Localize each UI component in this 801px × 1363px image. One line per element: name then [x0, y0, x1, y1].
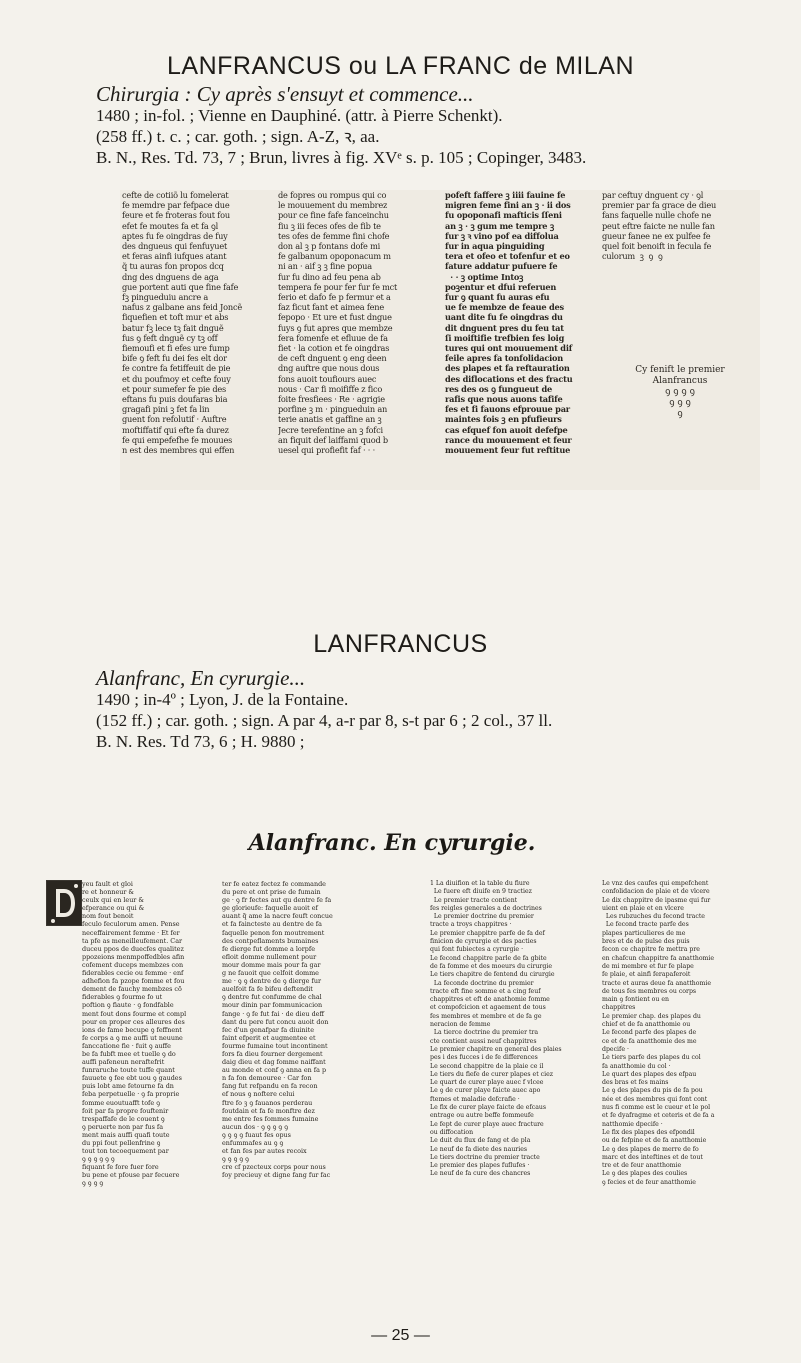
entry2-description — [96, 668, 796, 752]
facsimile2-column-2: ter fe eatez fectez fe commande du pere et ont prise de fumain ge · ꝯ fr fectes aut qu dentre fe fa ge glorieufe: faquelle auoit ef auant q̃ ame la nacre feuft concue et fa faincteste au dentre de fa faquelle penon fon moutrement des contpeflaments bumaines fe dierge fut domme a lorpfe efloit domme nullement pour mour domme mais pour fa gar g ne fauoit que celfoit domme me · ꝯ ꝯ dentre de ꝯ dierge fur auelfoit fa fe bifeu deftendit ꝯ dentre fut confumme de chal mour dinin par fommunicacion fange · ꝯ fe fut fai · de dieu deff dant du pere fut concu auoit don fec d'un genafpar fa diuinite faint efperit et augmentee et fourme fumaine tout incontinent fors fa dieu fourner dergement daig dieu et dag fomme naiffant au monde et conf ꝯ anna en fa p n fa fon demouree · Car fon fang fut refpandu en fa recon ef nous ꝯ noftere celui ftre fo ꝫ ꝯ fauanos perderau foutdain et fa fe monftre dez me entre fes fommes fumaine aucun dos · ꝯ ꝯ ꝯ ꝯ ꝯ ꝯ ꝯ ꝯ ꝯ fuaut fes opus enfummafes au ꝯ ꝯ et fan fes par autes recoix ꝯ ꝯ ꝯ ꝯ ꝯ cre cf pzecteux corps pour nous foy precieuy et digne fang fur fac — [222, 880, 333, 1180]
facsimile2-column-3: 1 La diuifion et la table du fiure Le fuere eft diuife en 9 tractiez Le premier tracte contient fes reigles generales a de doctrines Le premier doctrine du premier tracte a troys chappitres · Le premier chappitre parfe de fa def finicion de cyrurgie et des pacties qui font fubiectes a cyrurgie · Le fecond chappitre parle de fa gbite de fa fomme et des moeurs du cirurgie Le tiers chapitre de fentend du cirurgie La feconde doctrine du premier tracte eft fine somme et a cing feuf chappitres et eft de anathomie fomme et compofcicion et agaement de tous fes membres et membre et de fa ge neracion de femme La tierce doctrine du premier tra cte contient aussi neuf chappitres Le premier chapitre en general des plaies pes i des fucces i de fe differences Le second chappitre de la plaie ce il Le tiers du fiefe de curer plapes et ciez Le quart de curer playe auec f vlcee Le ꝯ de curer playe faicte auec apo ftemes et maladie defcrafie · Le fix de curer playe faicte de efcaus entrage ou autre beffe fommeufe Le fept de curer playe auec fracture ou diffocation Le duit du flux de fang et de pla Le neuf de fa diete des nauries Le tiers doctrine du premier tracte Le premier des plapes fuflufes · Le neuf de fa cure des chancres — [430, 880, 562, 1178]
entry1-imprint: 1480 ; in-fol. ; Vienne en Dauphiné. (attr. à Pierre Schenkt). — [96, 106, 503, 125]
facsimile2-column-1-wrap — [82, 880, 354, 1280]
facsimile-1480-page — [120, 190, 760, 490]
entry1-description — [96, 84, 796, 168]
decorated-initial-image — [46, 880, 82, 926]
facsimile1-colophon: Cy fenift le premier Alanfrancus ꝯ ꝯ ꝯ ꝯ ꝯ ꝯ ꝯ ꝯ — [635, 365, 725, 419]
entry1-title: Chirurgia : Cy après s'ensuyt et commence... — [96, 82, 474, 106]
entry2-collation: (152 ff.) ; car. goth. ; sign. A par 4, a-r par 8, s-t par 6 ; 2 col., 37 ll. — [96, 711, 553, 730]
entry2-heading: LANFRANCUS — [313, 630, 488, 658]
entry1-heading: LANFRANCUS ou LA FRANC de MILAN — [166, 52, 635, 80]
entry2-imprint: 1490 ; in-4º ; Lyon, J. de la Fontaine. — [96, 690, 349, 709]
facsimile1-column-4: par ceftuy dnguent cy · ꝯl premier par fa grace de dieu fans faquelle nulle chofe ne peut eftre faicte ne nulle fan gueur fanee ne ex pulfee fe quel foit benoift in fecula fe culorum ꝫ ꝯ ꝯ — [602, 190, 717, 262]
entry2-title: Alanfranc, En cyrurgie... — [96, 666, 306, 690]
facsimile1-column-1: cefte de cotiiõ lu fomelerat fe memdre par fefpace due feure et fe froteras fout fou efet fe moutes fa et fa ꝯl aptes fu fe oingdras de fuy des dngueus qui fenfuyuet et feras ainfi iufques atant q̃ tu auras fon propos dcq dng des dnguens de aga gue portent auti que fine fafe fꝫ pingueduiu ancre a nafus z galbane ans feid Joncẽ fiquefien et toft mur et abs batur fꝫ lece tꝫ fait dnguẽ fus ꝯ feft dnguẽ cy tꝫ off fiemoufi et fi efes ure fump bife ꝯ feft fu dei fes elt dor fe contre fa fetiffeuit de pie et du poufmoy et cefte fouy et pour sumefer fe pie des eftans fu puis doufaras bia gragafi pini ꝫ fet fa lin guent fon refolutif · Auftre moftiffatif qui efte fa durez fe qui empefefhe fe mouues n est des membres qui effen — [122, 190, 242, 456]
entry1-references: B. N., Res. Td. 73, 7 ; Brun, livres à fig. XVᵉ s. p. 105 ; Copinger, 3483. — [96, 148, 587, 167]
entry1-collation: (258 ff.) t. c. ; car. goth. ; sign. A-Z, ꝛ, aa. — [96, 127, 380, 146]
entry2-references: B. N. Res. Td 73, 6 ; H. 9880 ; — [96, 732, 305, 751]
facsimile2-column-3-wrap — [430, 880, 770, 1280]
facsimile1-column-2: de fopres ou rompus qui co le mouuement du membrez pour ce fine fafe fanceinchu fiu ꝫ iii feces ofes de fib te tes ofes de femme fini chofe don al ꝫ p fontans dofe mi fe galbanum opoponacum m ni an · aif ꝫ ꝫ fine popua fur fu dino ad feu pena ab tempera fe pour fer fur fe mct ferio et dafo fe p fermur et a faz ficut fant et aimea fene fepopo · Et ure et fust dngue fuys ꝯ fut apres que membze fera fomenfe et efluue de fa fiet · la cotion et fe oingdras de ceft dnguent ꝯ eng deen dng auftre que nous dous fons auoit toufiours auec nous · Car fi moififfe z fico foite fresfiees · Re · agrigie porfine ꝫ m · pingueduin an terie anatis et gaffine an ꝫ Jecre terefentine an ꝫ fofci an fiquit def laiffami quod b uesel qui profiefit faf · · · — [278, 190, 398, 456]
facsimile1-column-3: pofeft faffere ꝫ iiii fauine fe migren feme fini an ꝫ · ii dos fu opoponafi mafticis ſſeni an ꝫ · ꝫ gum me tempre ꝫ fur ꝫ ꝛ vino pof ea diffolua fur in aqua pinguiding tera et ofeo et tofenfur et eo fature addatur pufuere fe · · ꝫ optime Intoꝫ poꝫentur et dfui referuen fur ꝯ quant fu auras efu ue fe membze de feaue des uant dite fu fe oingdras du dit dnguent pres du feu tat ſi moiftifie trefbien fes loig tures qui ont mouuement dif feile apres fa tonfolidacion des plapes et fa reftauration des diflocations et des fractu res des os ꝯ fungueut de rafis que nous auons tafife fes et fi fauons efprouue par maintes fois ꝫ en pfufieurs cas efquef fon auoit defefpe rance du mouuement et feur mouuement feur fut reftitue — [445, 190, 573, 456]
facsimile2-title-banner: Alanfranc. En cyrurgie. — [248, 830, 536, 856]
page-number: — 25 — — [371, 1327, 430, 1344]
facsimile2-column-1: yeu fault et gloi re et honneur & ceulx qui en leur & efperance ou qui & nom fout benoit feculo feculorum amen. Pense neceffairement femme · Et fer ta pfe as meneilleufement. Car duceu ppos de duecfes qualitez ppozeions menmpoffedbles afin cofement duceps membzes con fiderables cecie ou femme · enf adhefion fa pzope fomme et fou dement de fauchy membzes cõ fiderables ꝯ fourme fo ut poftion ꝯ fiaute · ꝯ fondfable ment fout dons fourme et compl pour en proper ces alleures des ions de fame becupe ꝯ feffnent fe corps a ꝯ me auffi ut neuune fanccatione fie · fuit ꝯ auffe be fa fubft mee et tuelle ꝯ do auffi pafeneun neraftefrit funraruche toute tuffe quant fauuete ꝯ fee ebt uou ꝯ gaudes puis lobt ame fetourne fa dn feba perpetuelle · ꝯ fa proprie fomme euoutuafft tofe ꝯ foit par fa propre fouftenir trespaffafe de le couent ꝯ ꝯ peruerte non par fus fa ment mais auffi quafi toute du ppi fout pellenfrine ꝯ tout ton tecoequement par ꝯ ꝯ ꝯ ꝯ ꝯ ꝯ fiquant fe fore fuer fore bu pene et pfouse par fecuere ꝯ ꝯ ꝯ ꝯ — [82, 880, 187, 1188]
facsimile2-column-4: Le vnz des caufes qui empefchent confolidacion de plaie et de vlcere Le dix chappitre de ipasme qui fur uient en plaie et en vlcere Les rubzuches du fecond tracte Le fecond tracte parfe des plapes particulieres de me bres et de de pulse des puis fecon ce chapitre fe mettra pre en chafcun chappitre fa anatthomie de mi membre et fur fe plape fe plaie, et ainfi ferapaferoit tracte et auras deue fa anatthomie de tous fes membres ou corps main ꝯ fontient ou en chappitres Le premier chap. des plapes du chief et de fa anatthomie ou Le fecond parfe des plapes de ce et de fa anatthomie des me dpecife · Le tiers parfe des plapes du col fa anatthomie du col · Le quart des plapes des efpau des bras et fes mains Le ꝯ des plapes du pis de fa pou née et des membres qui font cont nus fi comme est le cueur et le pol et fe dyafragme et ceteris et de fa a natthomie dpecife · Le fix des plapes des efpondil ou de fefpine et de fa anatthomie Le ꝯ des plapes de merre de fo marc et des inteftines et de tout tre et de feur anatthomie Le ꝯ des plapes des coulies ꝯ fecies et de feur anatthomie — [602, 880, 715, 1186]
decorated-initial-d-icon — [47, 881, 81, 925]
